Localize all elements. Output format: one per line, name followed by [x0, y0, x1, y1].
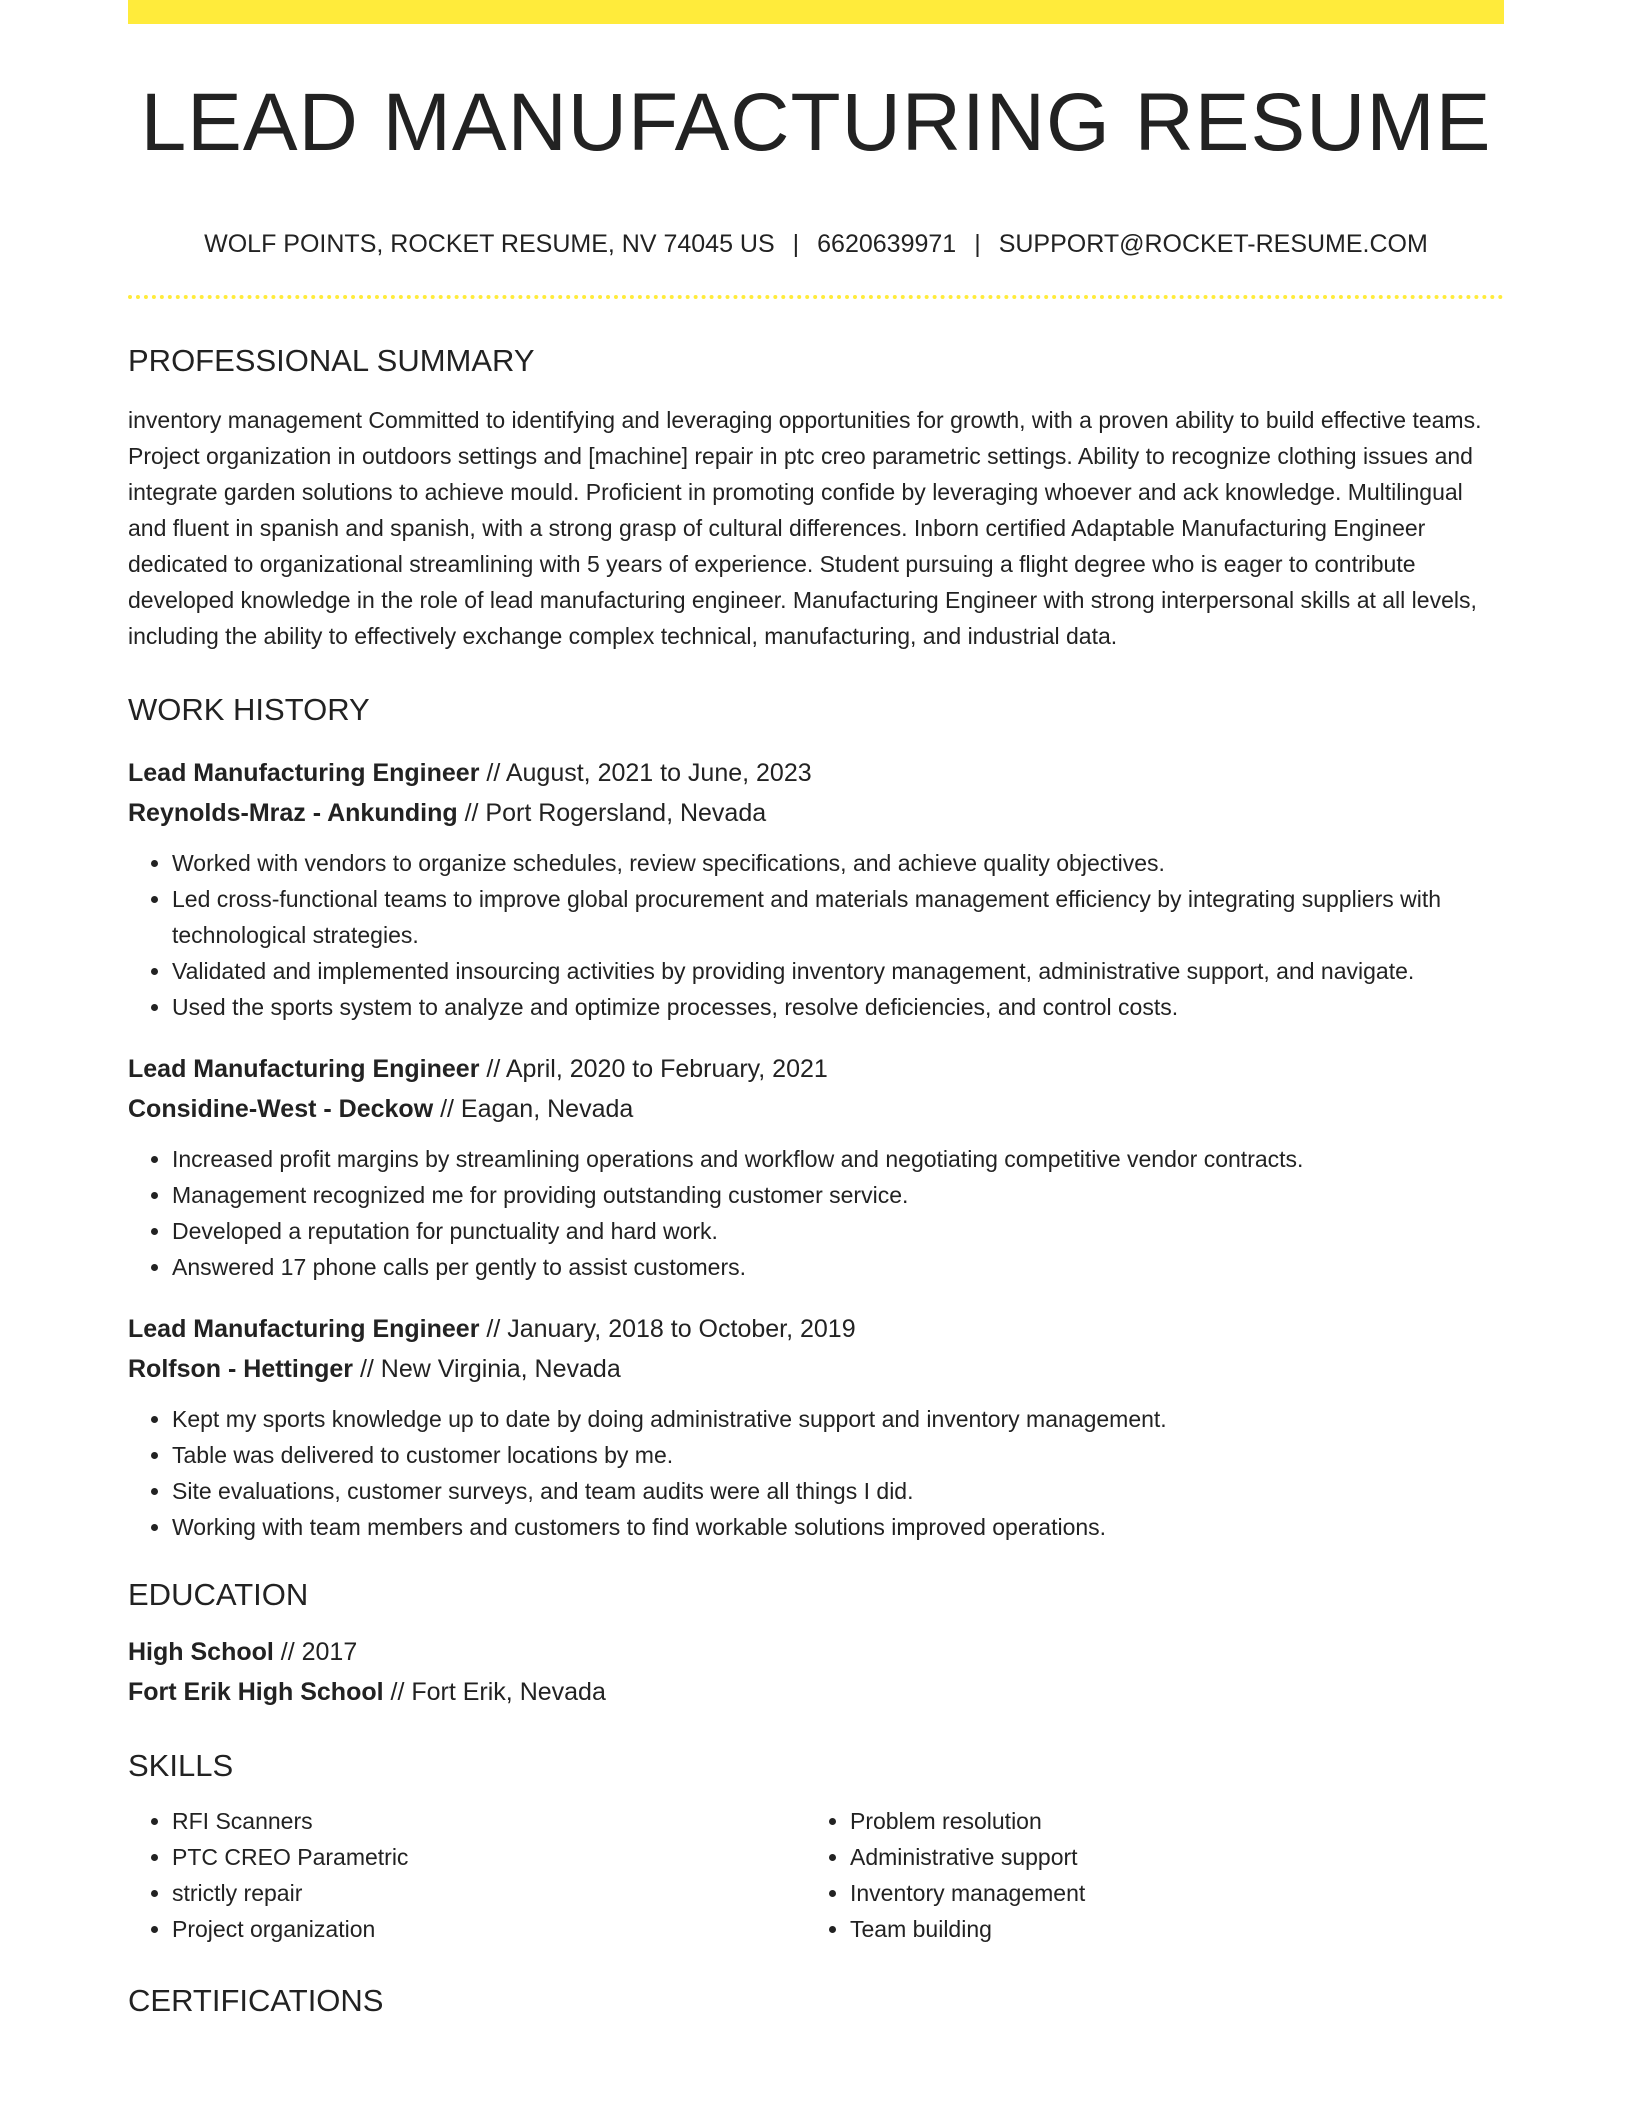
- job-location: // Port Rogersland, Nevada: [457, 799, 767, 827]
- list-item: • Team building: [850, 1911, 1490, 1947]
- job-title-line: [128, 753, 1504, 793]
- education-degree: High School: [128, 1638, 274, 1666]
- job-company: Rolfson - Hettinger: [128, 1355, 353, 1383]
- job-location: // Eagan, Nevada: [433, 1095, 634, 1123]
- list-item: • Validated and implemented insourcing activities by providing inventory management, administrative support, and navigate.: [172, 953, 1504, 989]
- job-bullets: [128, 1141, 1504, 1285]
- list-item: • Management recognized me for providing outstanding customer service.: [172, 1177, 1504, 1213]
- job-dates: // January, 2018 to October, 2019: [479, 1315, 856, 1343]
- summary-text: inventory management Committed to identifying and leveraging opportunities for growth, with a proven ability to build effective teams. Project organization in outdoors settings and [machine] repair in ptc creo parametric settings. Ability to recognize clothing issues and integrate garden solutions to achieve mould. Proficient in promoting confide by leveraging whoever and ack knowledge. Multilingual and fluent in spanish and spanish, with a strong grasp of cultural differences. Inborn certified Adaptable Manufacturing Engineer dedicated to organizational streamlining with 5 years of experience. Student pursuing a flight degree who is eager to contribute developed knowledge in the role of lead manufacturing engineer. Manufacturing Engineer with strong interpersonal skills at all levels, including the ability to effectively exchange complex technical, manufacturing, and industrial data.: [128, 407, 1482, 649]
- job-bullets: [128, 845, 1504, 1025]
- address: WOLF POINTS, ROCKET RESUME, NV 74045 US: [204, 230, 775, 258]
- job-title-line: [128, 1309, 1504, 1349]
- skills-columns: [128, 1803, 1504, 1947]
- list-item: • Site evaluations, customer surveys, and team audits were all things I did.: [172, 1473, 1504, 1509]
- resume-title: LEAD MANUFACTURING RESUME: [140, 77, 1492, 168]
- job-role: Lead Manufacturing Engineer: [128, 1055, 480, 1083]
- list-item: • Problem resolution: [850, 1803, 1490, 1839]
- education-location: // Fort Erik, Nevada: [383, 1678, 606, 1706]
- job-dates: // April, 2020 to February, 2021: [479, 1055, 828, 1083]
- list-item: • Kept my sports knowledge up to date by doing administrative support and inventory management.: [172, 1401, 1504, 1437]
- certifications-heading: CERTIFICATIONS: [128, 1983, 384, 2018]
- resume-page: [128, 0, 1504, 2016]
- list-item: • Worked with vendors to organize schedules, review specifications, and achieve quality objectives.: [172, 845, 1504, 881]
- job-company-line: [128, 793, 1504, 833]
- list-item: • Table was delivered to customer locations by me.: [172, 1437, 1504, 1473]
- job-dates: // August, 2021 to June, 2023: [479, 759, 812, 787]
- summary-heading: PROFESSIONAL SUMMARY: [128, 343, 535, 378]
- job-company-line: [128, 1089, 1504, 1129]
- list-item: • Led cross-functional teams to improve global procurement and materials management efficiency by integrating suppliers with technological strategies.: [172, 881, 1504, 953]
- phone: 6620639971: [817, 230, 957, 258]
- list-item: • Used the sports system to analyze and optimize processes, resolve deficiencies, and control costs.: [172, 989, 1504, 1025]
- skills-heading: SKILLS: [128, 1748, 234, 1783]
- education-school-line: [128, 1672, 1504, 1712]
- skills-right-list: [806, 1803, 1490, 1947]
- dotted-divider: [128, 295, 1504, 299]
- job-role: Lead Manufacturing Engineer: [128, 759, 480, 787]
- job-title-line: [128, 1049, 1504, 1089]
- education-entry: [128, 1632, 1504, 1712]
- list-item: • Developed a reputation for punctuality and hard work.: [172, 1213, 1504, 1249]
- education-degree-line: [128, 1632, 1504, 1672]
- job-role: Lead Manufacturing Engineer: [128, 1315, 480, 1343]
- job-entry: [128, 1309, 1504, 1545]
- contact-separator: |: [792, 230, 800, 258]
- list-item: • Project organization: [172, 1911, 806, 1947]
- list-item: • strictly repair: [172, 1875, 806, 1911]
- job-company: Reynolds-Mraz - Ankunding: [128, 799, 458, 827]
- contact-line: [128, 232, 1504, 257]
- list-item: • Administrative support: [850, 1839, 1490, 1875]
- accent-top-bar: [128, 0, 1504, 24]
- list-item: • Working with team members and customers to find workable solutions improved operations.: [172, 1509, 1504, 1545]
- job-bullets: [128, 1401, 1504, 1545]
- job-entry: [128, 753, 1504, 1025]
- skills-left-list: [128, 1803, 806, 1947]
- job-location: // New Virginia, Nevada: [353, 1355, 621, 1383]
- list-item: • Answered 17 phone calls per gently to assist customers.: [172, 1249, 1504, 1285]
- job-company-line: [128, 1349, 1504, 1389]
- education-year: // 2017: [273, 1638, 358, 1666]
- email: SUPPORT@ROCKET-RESUME.COM: [998, 230, 1428, 258]
- list-item: • Increased profit margins by streamlining operations and workflow and negotiating competitive vendor contracts.: [172, 1141, 1504, 1177]
- list-item: • PTC CREO Parametric: [172, 1839, 806, 1875]
- contact-separator: |: [974, 230, 981, 258]
- list-item: • Inventory management: [850, 1875, 1490, 1911]
- job-entry: [128, 1049, 1504, 1285]
- education-heading: EDUCATION: [128, 1577, 309, 1612]
- education-school: Fort Erik High School: [128, 1678, 384, 1706]
- job-company: Considine-West - Deckow: [128, 1095, 434, 1123]
- list-item: • RFI Scanners: [172, 1803, 806, 1839]
- work-history-heading: WORK HISTORY: [128, 692, 370, 727]
